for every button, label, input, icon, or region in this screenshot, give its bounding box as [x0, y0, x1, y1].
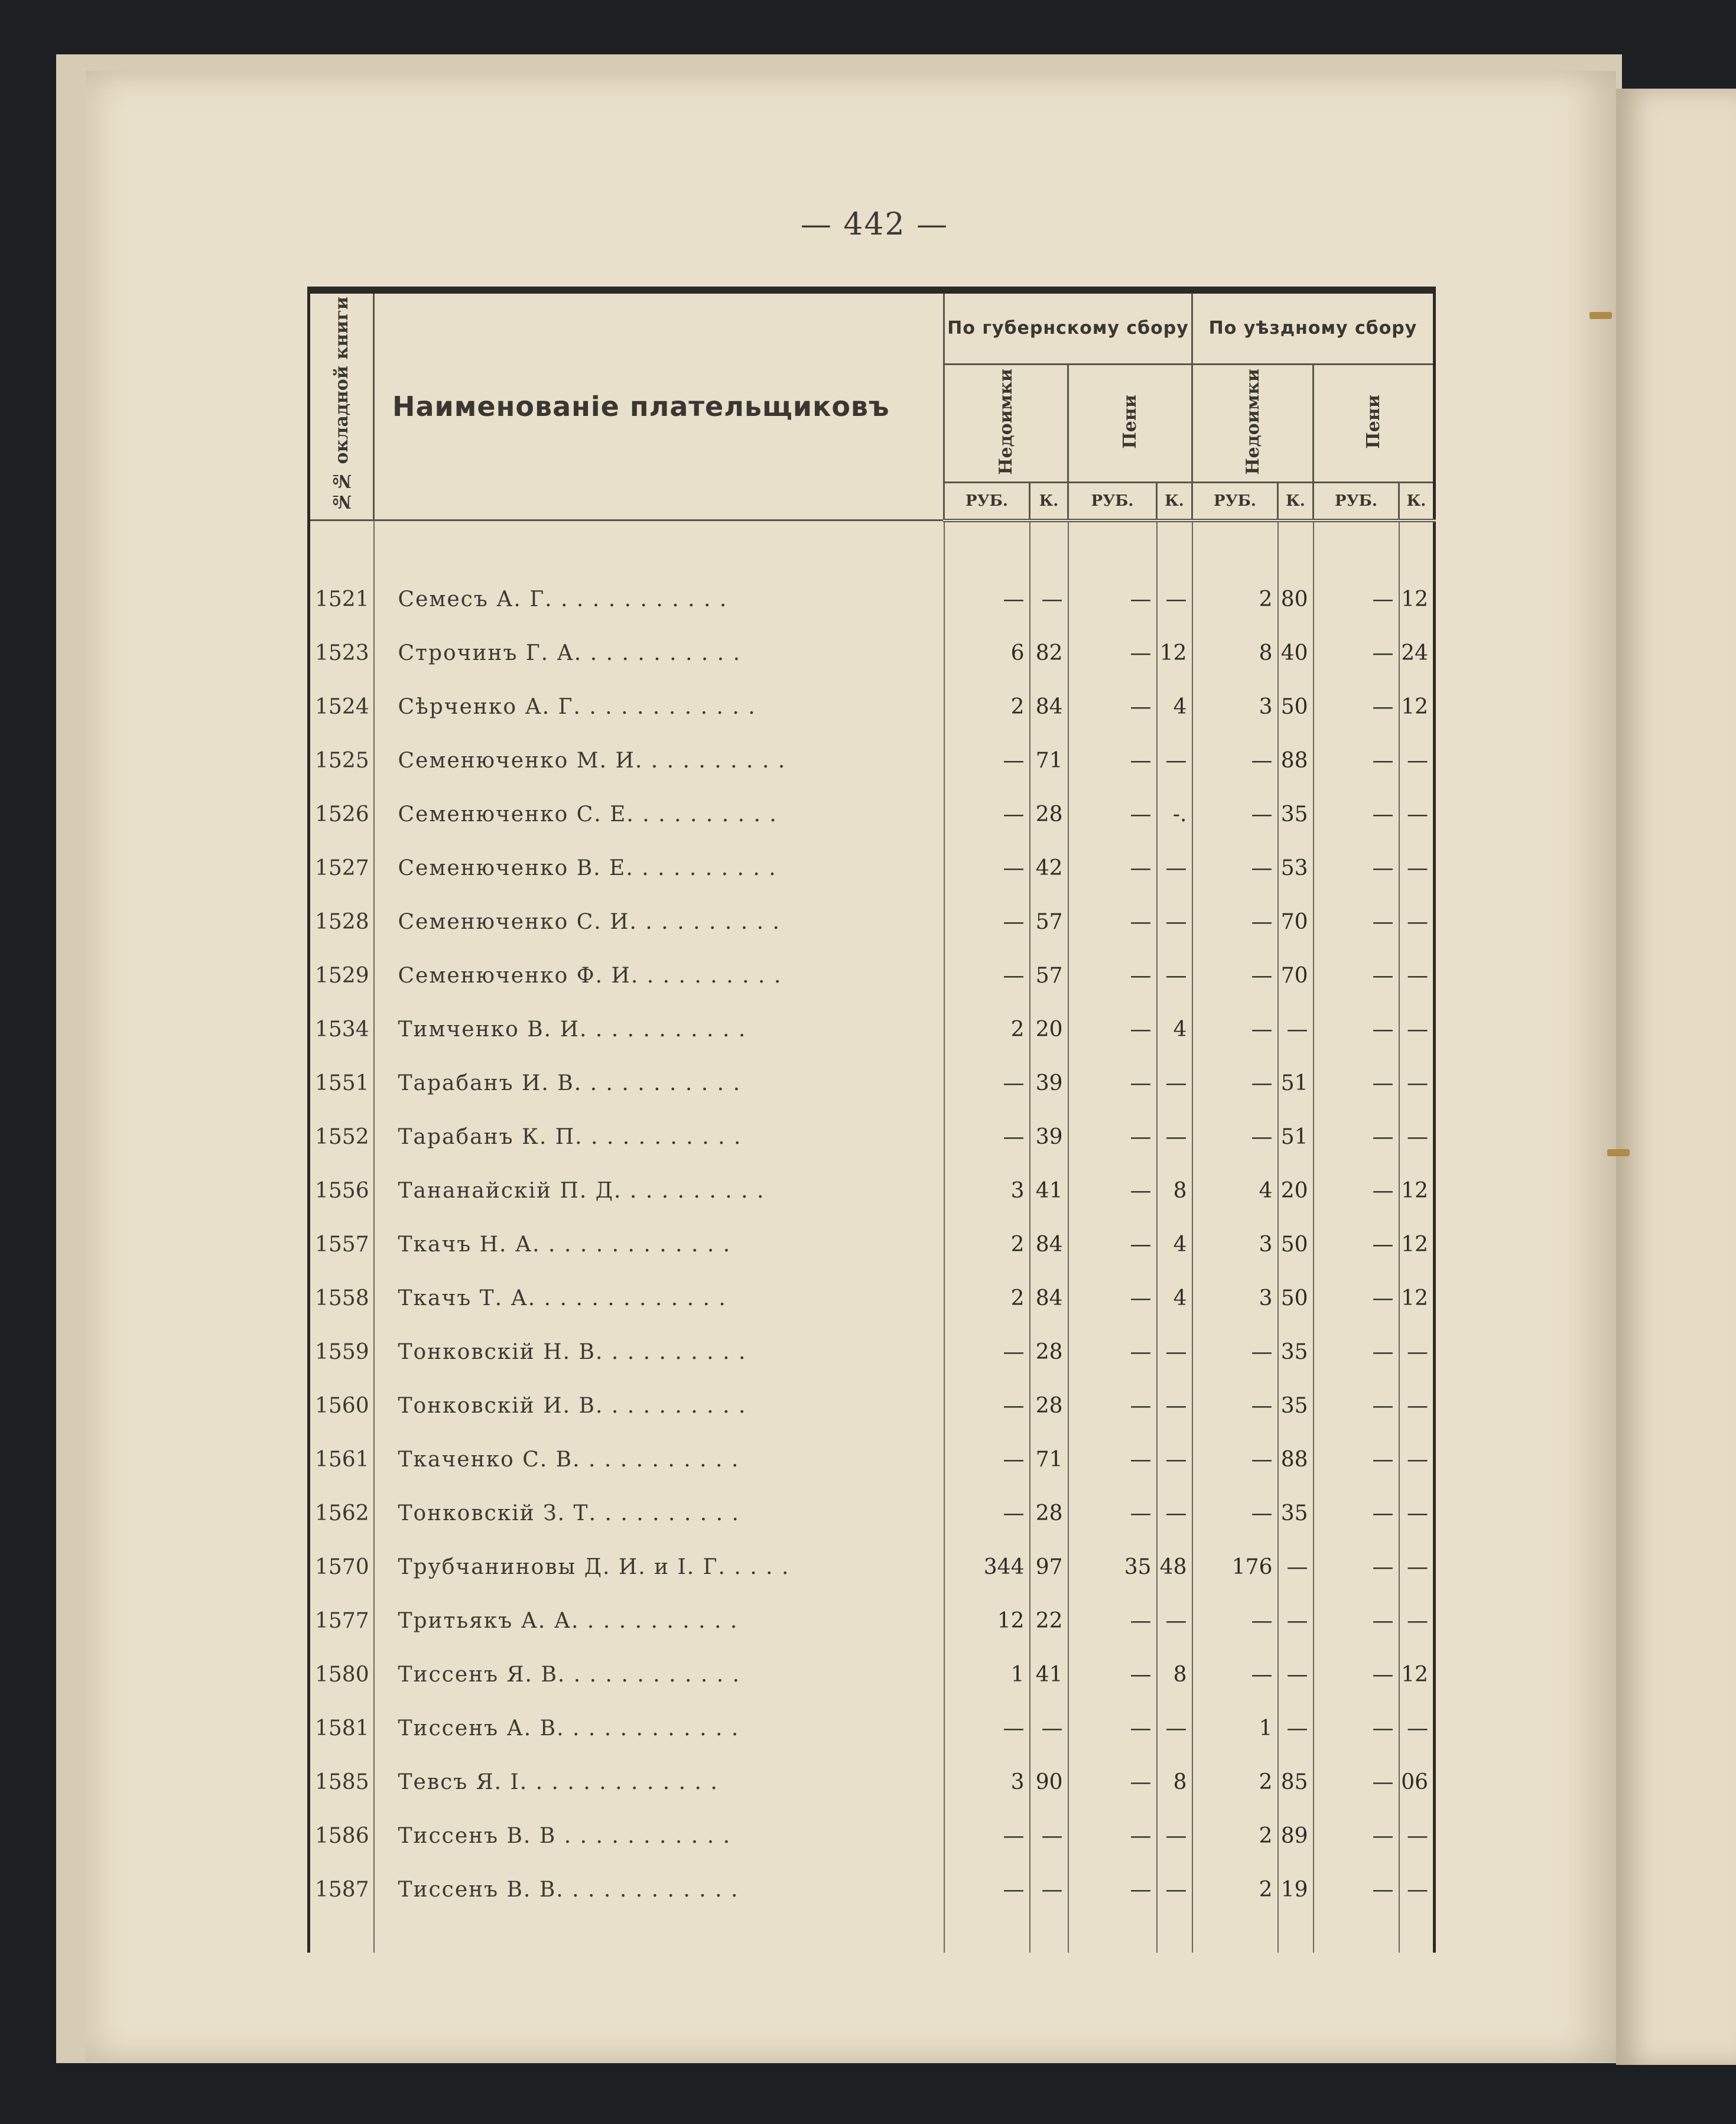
provincial-arrears-kop-cell: 20 [1030, 993, 1068, 1046]
district-penalty-rub-cell: — [1314, 1369, 1399, 1423]
book-number-cell: 1526 [309, 778, 374, 831]
district-penalty-rub-cell: — [1314, 831, 1399, 885]
district-arrears-kop-cell: — [1278, 1692, 1314, 1745]
district-penalty-rub-cell: — [1314, 1100, 1399, 1154]
book-number-cell: 1559 [309, 1315, 374, 1369]
district-penalty-rub-cell: — [1314, 1745, 1399, 1799]
provincial-penalty-rub-cell: — [1068, 778, 1157, 831]
district-penalty-rub-cell: — [1314, 1423, 1399, 1476]
provincial-penalty-kop-cell: — [1157, 1476, 1192, 1530]
provincial-fee-header: По губернскому сбору [944, 290, 1192, 364]
district-arrears-kop-cell: 88 [1278, 1423, 1314, 1476]
district-arrears-kop-cell: 40 [1278, 616, 1314, 670]
district-penalty-kop-cell: — [1399, 1530, 1435, 1584]
district-penalty-rub-cell: — [1314, 1315, 1399, 1369]
district-penalty-kop-cell: — [1399, 1423, 1435, 1476]
provincial-arrears-rub-cell: — [944, 1423, 1030, 1476]
table-row [309, 939, 1435, 993]
provincial-penalty-kop-cell: — [1157, 885, 1192, 939]
book-number-cell: 1524 [309, 670, 374, 724]
district-arrears-rub-cell: 4 [1192, 1154, 1278, 1208]
provincial-arrears-rub-cell: 344 [944, 1530, 1030, 1584]
table-row [309, 670, 1435, 724]
district-arrears-rub-cell: 2 [1192, 562, 1278, 616]
provincial-arrears-rub-cell: — [944, 1046, 1030, 1100]
table-row [309, 885, 1435, 939]
provincial-arrears-kop-cell: 28 [1030, 1369, 1068, 1423]
provincial-penalty-rub-cell: — [1068, 1208, 1157, 1261]
provincial-arrears-rub-cell: 2 [944, 1261, 1030, 1315]
district-penalty-rub-cell: — [1314, 1584, 1399, 1638]
table-row [309, 831, 1435, 885]
payer-name-cell: Семесъ А. Г. . . . . . . . . . . . [374, 562, 944, 616]
provincial-penalty-kop-cell: — [1157, 1046, 1192, 1100]
rub-header: РУБ. [1068, 482, 1157, 521]
book-number-cell: 1534 [309, 993, 374, 1046]
provincial-penalty-kop-cell: — [1157, 1423, 1192, 1476]
district-arrears-rub-cell: — [1192, 1423, 1278, 1476]
district-penalty-kop-cell: — [1399, 1584, 1435, 1638]
district-arrears-kop-cell: 35 [1278, 1315, 1314, 1369]
district-arrears-rub-cell: 3 [1192, 670, 1278, 724]
rub-header: РУБ. [944, 482, 1030, 521]
book-number-cell: 1561 [309, 1423, 374, 1476]
provincial-arrears-kop-cell: 84 [1030, 1261, 1068, 1315]
district-penalty-kop-cell: 24 [1399, 616, 1435, 670]
provincial-penalty-rub-cell: 35 [1068, 1530, 1157, 1584]
payer-name-cell: Семенюченко В. Е. . . . . . . . . . [374, 831, 944, 885]
book-number-cell: 1525 [309, 724, 374, 778]
kop-header: К. [1278, 482, 1314, 521]
district-penalty-kop-cell: — [1399, 1100, 1435, 1154]
payer-name-cell: Семенюченко С. Е. . . . . . . . . . [374, 778, 944, 831]
district-penalty-rub-cell: — [1314, 939, 1399, 993]
payer-name-cell: Тиссенъ Я. В. . . . . . . . . . . . [374, 1638, 944, 1692]
district-penalty-kop-cell: 12 [1399, 562, 1435, 616]
provincial-arrears-rub-cell: 1 [944, 1638, 1030, 1692]
provincial-penalty-rub-cell: — [1068, 616, 1157, 670]
payer-name-cell: Семенюченко С. И. . . . . . . . . . [374, 885, 944, 939]
provincial-arrears-rub-cell: — [944, 1369, 1030, 1423]
provincial-arrears-kop-cell: 84 [1030, 1208, 1068, 1261]
book-number-cell: 1587 [309, 1853, 374, 1907]
payer-name-cell: Тонковскій И. В. . . . . . . . . . [374, 1369, 944, 1423]
district-penalty-kop-cell: — [1399, 1692, 1435, 1745]
table-row [309, 1369, 1435, 1423]
district-arrears-rub-cell: 3 [1192, 1208, 1278, 1261]
district-arrears-kop-cell: 88 [1278, 724, 1314, 778]
book-number-cell: 1581 [309, 1692, 374, 1745]
provincial-arrears-kop-cell: 71 [1030, 1423, 1068, 1476]
district-arrears-rub-cell: — [1192, 1476, 1278, 1530]
payer-name-cell: Тиссенъ В. В . . . . . . . . . . . [374, 1799, 944, 1853]
provincial-penalty-rub-cell: — [1068, 1315, 1157, 1369]
payer-name-cell: Тевсъ Я. І. . . . . . . . . . . . . [374, 1745, 944, 1799]
district-penalty-rub-cell: — [1314, 1799, 1399, 1853]
book-number-cell: 1551 [309, 1046, 374, 1100]
provincial-arrears-kop-cell: 42 [1030, 831, 1068, 885]
district-arrears-rub-cell: — [1192, 1584, 1278, 1638]
provincial-penalty-kop-cell: — [1157, 1584, 1192, 1638]
provincial-arrears-kop-cell: 28 [1030, 778, 1068, 831]
provincial-arrears-kop-cell: — [1030, 1799, 1068, 1853]
district-arrears-kop-cell: 51 [1278, 1046, 1314, 1100]
provincial-arrears-rub-cell: — [944, 778, 1030, 831]
provincial-penalty-kop-cell: — [1157, 1853, 1192, 1907]
district-arrears-kop-cell: 53 [1278, 831, 1314, 885]
district-penalty-kop-cell: — [1399, 831, 1435, 885]
provincial-arrears-rub-cell: — [944, 1692, 1030, 1745]
payer-name-cell: Тарабанъ К. П. . . . . . . . . . . [374, 1100, 944, 1154]
rub-header: РУБ. [1192, 482, 1278, 521]
book-number-cell: 1558 [309, 1261, 374, 1315]
district-penalty-kop-cell: — [1399, 724, 1435, 778]
district-penalty-kop-cell: 12 [1399, 1154, 1435, 1208]
provincial-penalty-kop-cell: — [1157, 1692, 1192, 1745]
payer-name-cell: Семенюченко М. И. . . . . . . . . . [374, 724, 944, 778]
provincial-arrears-kop-cell: 82 [1030, 616, 1068, 670]
provincial-arrears-rub-cell: — [944, 1315, 1030, 1369]
provincial-arrears-rub-cell: 6 [944, 616, 1030, 670]
book-number-cell: 1560 [309, 1369, 374, 1423]
provincial-arrears-kop-cell: 97 [1030, 1530, 1068, 1584]
table-row [309, 1745, 1435, 1799]
district-penalty-kop-cell: — [1399, 939, 1435, 993]
district-arrears-rub-cell: — [1192, 1369, 1278, 1423]
district-penalty-rub-cell: — [1314, 562, 1399, 616]
provincial-penalty-kop-cell: — [1157, 1369, 1192, 1423]
district-arrears-kop-cell: 70 [1278, 885, 1314, 939]
payer-name-cell: Ткачъ Т. А. . . . . . . . . . . . . [374, 1261, 944, 1315]
district-penalty-rub-cell: — [1314, 616, 1399, 670]
district-penalty-kop-cell: — [1399, 1799, 1435, 1853]
district-arrears-kop-cell: 89 [1278, 1799, 1314, 1853]
district-penalty-kop-cell: — [1399, 1046, 1435, 1100]
table-row [309, 1315, 1435, 1369]
provincial-arrears-rub-cell: — [944, 1476, 1030, 1530]
provincial-arrears-kop-cell: 84 [1030, 670, 1068, 724]
provincial-arrears-kop-cell: — [1030, 562, 1068, 616]
district-arrears-kop-cell: 35 [1278, 1476, 1314, 1530]
provincial-arrears-kop-cell: 22 [1030, 1584, 1068, 1638]
book-number-cell: 1577 [309, 1584, 374, 1638]
district-arrears-rub-cell: — [1192, 831, 1278, 885]
provincial-penalty-kop-cell: 8 [1157, 1154, 1192, 1208]
district-penalty-rub-cell: — [1314, 724, 1399, 778]
district-arrears-kop-cell: 35 [1278, 778, 1314, 831]
provincial-penalty-kop-cell: — [1157, 724, 1192, 778]
district-penalty-kop-cell: 12 [1399, 670, 1435, 724]
table-row [309, 1100, 1435, 1154]
district-arrears-rub-cell: — [1192, 1315, 1278, 1369]
district-penalty-rub-cell: — [1314, 1692, 1399, 1745]
district-penalty-rub-cell: — [1314, 1476, 1399, 1530]
provincial-arrears-rub-cell: — [944, 1853, 1030, 1907]
table-row [309, 1530, 1435, 1584]
district-arrears-kop-cell: 20 [1278, 1154, 1314, 1208]
payer-name-cell: Тонковскій З. Т. . . . . . . . . . [374, 1476, 944, 1530]
provincial-penalty-rub-cell: — [1068, 724, 1157, 778]
district-arrears-rub-cell: — [1192, 1046, 1278, 1100]
district-penalty-kop-cell: 12 [1399, 1208, 1435, 1261]
book-number-cell: 1528 [309, 885, 374, 939]
provincial-penalty-kop-cell: 48 [1157, 1530, 1192, 1584]
district-penalty-kop-cell: 12 [1399, 1261, 1435, 1315]
table-row [309, 616, 1435, 670]
provincial-arrears-kop-cell: 39 [1030, 1046, 1068, 1100]
book-number-cell: 1527 [309, 831, 374, 885]
provincial-arrears-rub-cell: — [944, 939, 1030, 993]
provincial-penalty-rub-cell: — [1068, 1423, 1157, 1476]
provincial-penalty-rub-cell: — [1068, 885, 1157, 939]
provincial-penalty-rub-cell: — [1068, 1476, 1157, 1530]
district-penalty-kop-cell: 12 [1399, 1638, 1435, 1692]
provincial-arrears-rub-cell: — [944, 885, 1030, 939]
payers-ledger-table [307, 287, 1436, 1953]
table-row [309, 1638, 1435, 1692]
facing-page-edge [1616, 89, 1736, 2065]
district-penalty-rub-cell: — [1314, 778, 1399, 831]
provincial-penalty-rub-cell: — [1068, 1584, 1157, 1638]
district-penalty-kop-cell: — [1399, 1853, 1435, 1907]
provincial-arrears-kop-cell: 28 [1030, 1476, 1068, 1530]
page-number: — 442 — [800, 207, 949, 242]
district-arrears-header: Недоимки [1192, 364, 1314, 482]
district-arrears-kop-cell: 85 [1278, 1745, 1314, 1799]
district-arrears-kop-cell: — [1278, 1638, 1314, 1692]
table-row [309, 1261, 1435, 1315]
district-arrears-kop-cell: 50 [1278, 1261, 1314, 1315]
provincial-arrears-rub-cell: — [944, 1799, 1030, 1853]
provincial-penalty-rub-cell: — [1068, 1692, 1157, 1745]
provincial-penalty-rub-cell: — [1068, 831, 1157, 885]
provincial-arrears-header: Недоимки [944, 364, 1068, 482]
district-arrears-rub-cell: 2 [1192, 1799, 1278, 1853]
table-row [309, 1476, 1435, 1530]
district-arrears-rub-cell: — [1192, 885, 1278, 939]
provincial-arrears-rub-cell: — [944, 562, 1030, 616]
district-penalty-kop-cell: — [1399, 778, 1435, 831]
provincial-penalty-kop-cell: — [1157, 939, 1192, 993]
table-row [309, 1799, 1435, 1853]
provincial-penalty-rub-cell: — [1068, 1853, 1157, 1907]
book-number-cell: 1570 [309, 1530, 374, 1584]
binding-staple [1589, 312, 1612, 319]
provincial-penalty-kop-cell: 12 [1157, 616, 1192, 670]
provincial-arrears-kop-cell: 71 [1030, 724, 1068, 778]
table-row [309, 1208, 1435, 1261]
district-penalty-rub-cell: — [1314, 1208, 1399, 1261]
kop-header: К. [1030, 482, 1068, 521]
provincial-penalty-kop-cell: — [1157, 831, 1192, 885]
district-arrears-rub-cell: 3 [1192, 1261, 1278, 1315]
district-arrears-kop-cell: — [1278, 993, 1314, 1046]
district-arrears-rub-cell: 176 [1192, 1530, 1278, 1584]
provincial-penalty-rub-cell: — [1068, 1799, 1157, 1853]
payer-name-cell: Семенюченко Ф. И. . . . . . . . . . [374, 939, 944, 993]
district-fee-header: По уѣздному сбору [1192, 290, 1435, 364]
payer-name-cell: Ткаченко С. В. . . . . . . . . . . [374, 1423, 944, 1476]
provincial-penalty-rub-cell: — [1068, 1046, 1157, 1100]
provincial-penalty-kop-cell: 8 [1157, 1638, 1192, 1692]
provincial-penalty-kop-cell: 8 [1157, 1745, 1192, 1799]
district-penalty-kop-cell: — [1399, 993, 1435, 1046]
kop-header: К. [1399, 482, 1435, 521]
payer-name-cell: Сѣрченко А. Г. . . . . . . . . . . . [374, 670, 944, 724]
provincial-penalty-rub-cell: — [1068, 1369, 1157, 1423]
provincial-penalty-rub-cell: — [1068, 562, 1157, 616]
table-row [309, 1046, 1435, 1100]
provincial-arrears-rub-cell: 2 [944, 1208, 1030, 1261]
district-arrears-kop-cell: 19 [1278, 1853, 1314, 1907]
payer-name-header: Наименованіе плательщиковъ [374, 290, 944, 521]
district-penalty-kop-cell: — [1399, 885, 1435, 939]
payer-name-cell: Строчинъ Г. А. . . . . . . . . . . [374, 616, 944, 670]
provincial-arrears-rub-cell: 3 [944, 1745, 1030, 1799]
table-row [309, 778, 1435, 831]
district-arrears-kop-cell: — [1278, 1584, 1314, 1638]
district-arrears-rub-cell: — [1192, 724, 1278, 778]
provincial-arrears-kop-cell: 41 [1030, 1154, 1068, 1208]
provincial-arrears-kop-cell: 41 [1030, 1638, 1068, 1692]
payer-name-cell: Тимченко В. И. . . . . . . . . . . [374, 993, 944, 1046]
district-penalty-header: Пени [1314, 364, 1435, 482]
provincial-penalty-rub-cell: — [1068, 1100, 1157, 1154]
book-number-cell: 1521 [309, 562, 374, 616]
payer-name-cell: Тиссенъ А. В. . . . . . . . . . . . [374, 1692, 944, 1745]
district-arrears-kop-cell: 70 [1278, 939, 1314, 993]
payer-name-cell: Тонковскій Н. В. . . . . . . . . . [374, 1315, 944, 1369]
book-number-header: №№ окладной книги [309, 290, 374, 521]
provincial-penalty-kop-cell: — [1157, 1799, 1192, 1853]
book-number-cell: 1557 [309, 1208, 374, 1261]
district-arrears-rub-cell: — [1192, 993, 1278, 1046]
payer-name-cell: Тритьякъ А. А. . . . . . . . . . . [374, 1584, 944, 1638]
provincial-penalty-kop-cell: 4 [1157, 1208, 1192, 1261]
book-number-cell: 1529 [309, 939, 374, 993]
district-penalty-rub-cell: — [1314, 1638, 1399, 1692]
district-penalty-rub-cell: — [1314, 1261, 1399, 1315]
district-arrears-kop-cell: 50 [1278, 1208, 1314, 1261]
provincial-penalty-rub-cell: — [1068, 670, 1157, 724]
table-row [309, 1423, 1435, 1476]
provincial-penalty-rub-cell: — [1068, 939, 1157, 993]
district-penalty-kop-cell: 06 [1399, 1745, 1435, 1799]
provincial-arrears-rub-cell: — [944, 831, 1030, 885]
kop-header: К. [1157, 482, 1192, 521]
payer-name-cell: Ткачъ Н. А. . . . . . . . . . . . . [374, 1208, 944, 1261]
district-arrears-kop-cell: 35 [1278, 1369, 1314, 1423]
book-number-cell: 1580 [309, 1638, 374, 1692]
provincial-penalty-rub-cell: — [1068, 1638, 1157, 1692]
payer-name-cell: Тананайскій П. Д. . . . . . . . . . [374, 1154, 944, 1208]
district-penalty-rub-cell: — [1314, 1530, 1399, 1584]
district-arrears-rub-cell: — [1192, 778, 1278, 831]
district-arrears-kop-cell: 50 [1278, 670, 1314, 724]
provincial-penalty-rub-cell: — [1068, 1154, 1157, 1208]
table-row [309, 1692, 1435, 1745]
district-penalty-kop-cell: — [1399, 1369, 1435, 1423]
binding-staple [1607, 1149, 1630, 1156]
district-arrears-kop-cell: 51 [1278, 1100, 1314, 1154]
district-penalty-rub-cell: — [1314, 1853, 1399, 1907]
table-row [309, 1853, 1435, 1907]
provincial-arrears-rub-cell: — [944, 1100, 1030, 1154]
district-arrears-rub-cell: — [1192, 1100, 1278, 1154]
district-arrears-rub-cell: — [1192, 939, 1278, 993]
provincial-arrears-rub-cell: 3 [944, 1154, 1030, 1208]
district-arrears-rub-cell: 2 [1192, 1853, 1278, 1907]
district-arrears-rub-cell: 2 [1192, 1745, 1278, 1799]
provincial-arrears-kop-cell: 57 [1030, 939, 1068, 993]
provincial-penalty-kop-cell: — [1157, 1100, 1192, 1154]
district-arrears-rub-cell: 1 [1192, 1692, 1278, 1745]
provincial-arrears-kop-cell: 57 [1030, 885, 1068, 939]
book-number-cell: 1586 [309, 1799, 374, 1853]
provincial-arrears-kop-cell: — [1030, 1692, 1068, 1745]
district-arrears-kop-cell: 80 [1278, 562, 1314, 616]
provincial-penalty-kop-cell: 4 [1157, 1261, 1192, 1315]
provincial-arrears-rub-cell: 2 [944, 993, 1030, 1046]
provincial-penalty-kop-cell: — [1157, 562, 1192, 616]
district-penalty-rub-cell: — [1314, 670, 1399, 724]
table-row [309, 1584, 1435, 1638]
table-row [309, 1154, 1435, 1208]
book-number-cell: 1552 [309, 1100, 374, 1154]
provincial-penalty-header: Пени [1068, 364, 1192, 482]
district-arrears-kop-cell: — [1278, 1530, 1314, 1584]
book-number-cell: 1556 [309, 1154, 374, 1208]
provincial-arrears-rub-cell: — [944, 724, 1030, 778]
provincial-arrears-kop-cell: 90 [1030, 1745, 1068, 1799]
district-arrears-rub-cell: 8 [1192, 616, 1278, 670]
provincial-arrears-kop-cell: — [1030, 1853, 1068, 1907]
provincial-penalty-kop-cell: -. [1157, 778, 1192, 831]
provincial-arrears-kop-cell: 39 [1030, 1100, 1068, 1154]
table-row [309, 724, 1435, 778]
table-row [309, 993, 1435, 1046]
payer-name-cell: Тиссенъ В. В. . . . . . . . . . . . [374, 1853, 944, 1907]
district-penalty-kop-cell: — [1399, 1315, 1435, 1369]
provincial-penalty-kop-cell: 4 [1157, 670, 1192, 724]
rub-header: РУБ. [1314, 482, 1399, 521]
provincial-penalty-rub-cell: — [1068, 1261, 1157, 1315]
district-penalty-kop-cell: — [1399, 1476, 1435, 1530]
district-penalty-rub-cell: — [1314, 1154, 1399, 1208]
provincial-penalty-kop-cell: — [1157, 1315, 1192, 1369]
payer-name-cell: Тарабанъ И. В. . . . . . . . . . . [374, 1046, 944, 1100]
provincial-penalty-kop-cell: 4 [1157, 993, 1192, 1046]
book-number-cell: 1562 [309, 1476, 374, 1530]
provincial-arrears-rub-cell: 12 [944, 1584, 1030, 1638]
district-penalty-rub-cell: — [1314, 993, 1399, 1046]
provincial-arrears-kop-cell: 28 [1030, 1315, 1068, 1369]
book-number-cell: 1585 [309, 1745, 374, 1799]
district-penalty-rub-cell: — [1314, 1046, 1399, 1100]
district-penalty-rub-cell: — [1314, 885, 1399, 939]
payer-name-cell: Трубчаниновы Д. И. и І. Г. . . . . [374, 1530, 944, 1584]
book-number-cell: 1523 [309, 616, 374, 670]
provincial-penalty-rub-cell: — [1068, 1745, 1157, 1799]
provincial-penalty-rub-cell: — [1068, 993, 1157, 1046]
provincial-arrears-rub-cell: 2 [944, 670, 1030, 724]
district-arrears-rub-cell: — [1192, 1638, 1278, 1692]
table-row [309, 562, 1435, 616]
